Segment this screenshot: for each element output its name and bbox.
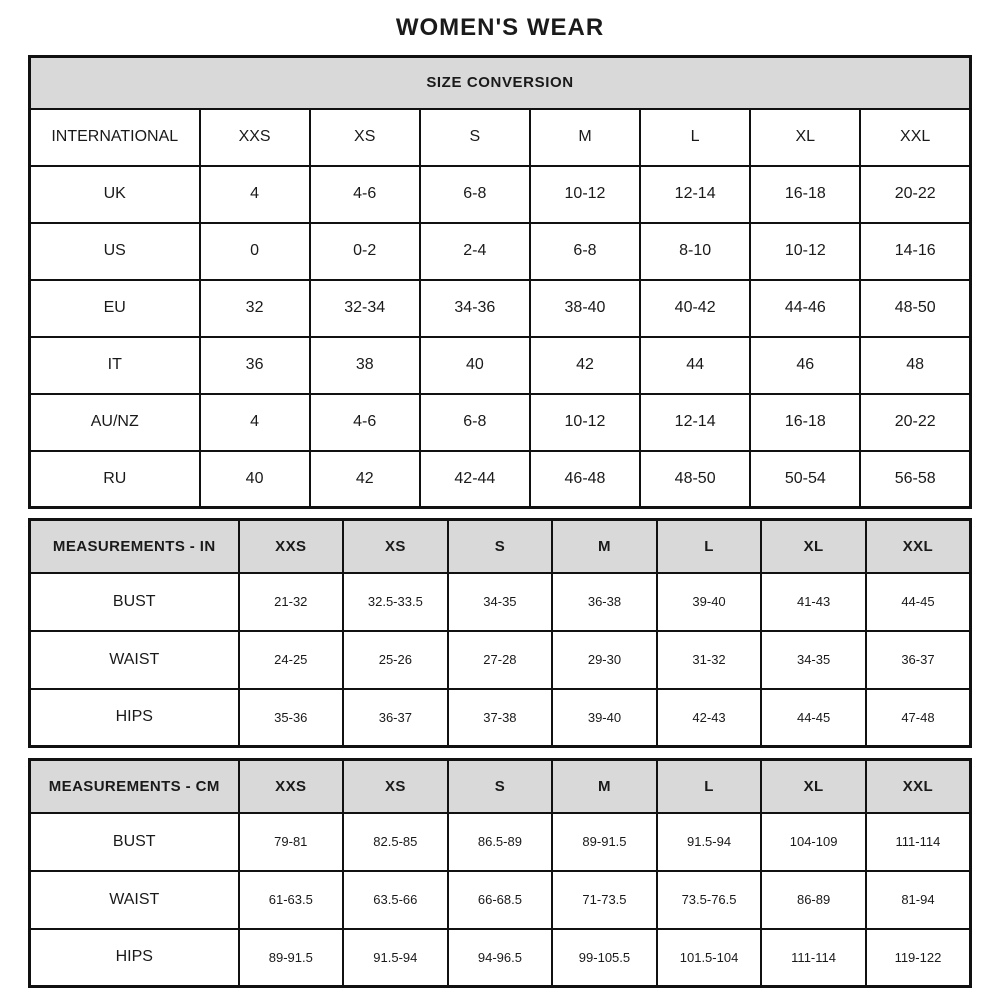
table-row: [30, 337, 971, 394]
page-title: WOMEN'S WEAR: [395, 14, 605, 41]
cell-value: 36-38: [552, 573, 657, 631]
cell-value: 34-35: [761, 631, 866, 689]
cell-value: 20-22: [860, 166, 970, 223]
size-header: XL: [761, 760, 866, 813]
cell-value: 71-73.5: [552, 871, 657, 929]
cell-value: 42-43: [657, 689, 762, 747]
cell-value: 32-34: [310, 280, 420, 337]
row-label: INTERNATIONAL: [30, 109, 200, 166]
size-header: S: [448, 760, 553, 813]
cell-value: 119-122: [866, 929, 971, 987]
table-row: [30, 631, 971, 689]
cell-value: L: [640, 109, 750, 166]
cell-value: 89-91.5: [552, 813, 657, 871]
cell-value: 6-8: [420, 394, 530, 451]
measurements-in-title: MEASUREMENTS - IN: [30, 520, 239, 573]
size-conversion-table: [28, 55, 972, 509]
cell-value: 73.5-76.5: [657, 871, 762, 929]
size-header: M: [552, 760, 657, 813]
cell-value: 4-6: [310, 166, 420, 223]
measurements-cm-title: MEASUREMENTS - CM: [30, 760, 239, 813]
cell-value: 48: [860, 337, 970, 394]
cell-value: 6-8: [420, 166, 530, 223]
table-row: [30, 871, 971, 929]
cell-value: 50-54: [750, 451, 860, 508]
cell-value: 89-91.5: [239, 929, 344, 987]
cell-value: 86-89: [761, 871, 866, 929]
cell-value: XS: [310, 109, 420, 166]
cell-value: S: [420, 109, 530, 166]
size-conversion-body: [30, 109, 971, 508]
cell-value: 42-44: [420, 451, 530, 508]
cell-value: 10-12: [750, 223, 860, 280]
cell-value: 39-40: [552, 689, 657, 747]
row-label: US: [30, 223, 200, 280]
cell-value: 101.5-104: [657, 929, 762, 987]
cell-value: 86.5-89: [448, 813, 553, 871]
cell-value: XXS: [200, 109, 310, 166]
cell-value: 40-42: [640, 280, 750, 337]
size-conversion-title: SIZE CONVERSION: [30, 57, 971, 109]
cell-value: 16-18: [750, 166, 860, 223]
row-label: IT: [30, 337, 200, 394]
cell-value: 4-6: [310, 394, 420, 451]
measurements-cm-table: [28, 758, 972, 988]
cell-value: 41-43: [761, 573, 866, 631]
cell-value: 44-45: [866, 573, 971, 631]
cell-value: 21-32: [239, 573, 344, 631]
cell-value: 46-48: [530, 451, 640, 508]
cell-value: 79-81: [239, 813, 344, 871]
size-header: XXL: [866, 760, 971, 813]
cell-value: 48-50: [640, 451, 750, 508]
table-caption-row: [30, 57, 971, 109]
cell-value: 20-22: [860, 394, 970, 451]
cell-value: 0-2: [310, 223, 420, 280]
cell-value: 32: [200, 280, 310, 337]
row-label: HIPS: [30, 689, 239, 747]
cell-value: 48-50: [860, 280, 970, 337]
row-label: AU/NZ: [30, 394, 200, 451]
cell-value: 91.5-94: [657, 813, 762, 871]
cell-value: 31-32: [657, 631, 762, 689]
cell-value: 44-46: [750, 280, 860, 337]
cell-value: 38: [310, 337, 420, 394]
cell-value: 2-4: [420, 223, 530, 280]
cell-value: 27-28: [448, 631, 553, 689]
size-header: XS: [343, 760, 448, 813]
table-row: [30, 573, 971, 631]
cell-value: 12-14: [640, 394, 750, 451]
cell-value: 82.5-85: [343, 813, 448, 871]
table-row: [30, 280, 971, 337]
cell-value: 44: [640, 337, 750, 394]
row-label: EU: [30, 280, 200, 337]
cell-value: 111-114: [761, 929, 866, 987]
cell-value: 14-16: [860, 223, 970, 280]
cell-value: 66-68.5: [448, 871, 553, 929]
cell-value: 0: [200, 223, 310, 280]
size-header: XXL: [866, 520, 971, 573]
row-label: UK: [30, 166, 200, 223]
table-row: [30, 451, 971, 508]
cell-value: 38-40: [530, 280, 640, 337]
cell-value: 63.5-66: [343, 871, 448, 929]
cell-value: 37-38: [448, 689, 553, 747]
measurements-in-body: [30, 573, 971, 747]
table-row: [30, 394, 971, 451]
cell-value: 40: [420, 337, 530, 394]
cell-value: XL: [750, 109, 860, 166]
size-header: L: [657, 760, 762, 813]
cell-value: 61-63.5: [239, 871, 344, 929]
cell-value: 10-12: [530, 394, 640, 451]
cell-value: 8-10: [640, 223, 750, 280]
cell-value: 25-26: [343, 631, 448, 689]
cell-value: 44-45: [761, 689, 866, 747]
cell-value: 32.5-33.5: [343, 573, 448, 631]
table-row: [30, 166, 971, 223]
row-label: BUST: [30, 813, 239, 871]
cell-value: 16-18: [750, 394, 860, 451]
row-label: RU: [30, 451, 200, 508]
measurements-cm-body: [30, 813, 971, 987]
measurements-in-table: [28, 518, 972, 748]
cell-value: 6-8: [530, 223, 640, 280]
cell-value: 4: [200, 166, 310, 223]
cell-value: 39-40: [657, 573, 762, 631]
size-header: XS: [343, 520, 448, 573]
cell-value: 56-58: [860, 451, 970, 508]
table-row: [30, 109, 971, 166]
cell-value: 36-37: [866, 631, 971, 689]
table-row: [30, 223, 971, 280]
size-header: S: [448, 520, 553, 573]
cell-value: M: [530, 109, 640, 166]
table-row: [30, 813, 971, 871]
row-label: WAIST: [30, 631, 239, 689]
cell-value: 42: [310, 451, 420, 508]
cell-value: 4: [200, 394, 310, 451]
size-header: XL: [761, 520, 866, 573]
cell-value: 34-35: [448, 573, 553, 631]
cell-value: 81-94: [866, 871, 971, 929]
cell-value: 24-25: [239, 631, 344, 689]
cell-value: 47-48: [866, 689, 971, 747]
size-header: M: [552, 520, 657, 573]
cell-value: 111-114: [866, 813, 971, 871]
size-header: XXS: [239, 520, 344, 573]
cell-value: 42: [530, 337, 640, 394]
table-header-row: [30, 520, 971, 573]
size-header: L: [657, 520, 762, 573]
table-header-row: [30, 760, 971, 813]
row-label: BUST: [30, 573, 239, 631]
cell-value: 104-109: [761, 813, 866, 871]
cell-value: 35-36: [239, 689, 344, 747]
cell-value: 94-96.5: [448, 929, 553, 987]
cell-value: 34-36: [420, 280, 530, 337]
size-header: XXS: [239, 760, 344, 813]
cell-value: 12-14: [640, 166, 750, 223]
cell-value: 91.5-94: [343, 929, 448, 987]
cell-value: 10-12: [530, 166, 640, 223]
cell-value: 36: [200, 337, 310, 394]
table-row: [30, 929, 971, 987]
cell-value: 99-105.5: [552, 929, 657, 987]
row-label: WAIST: [30, 871, 239, 929]
table-row: [30, 689, 971, 747]
cell-value: 46: [750, 337, 860, 394]
cell-value: 29-30: [552, 631, 657, 689]
cell-value: 40: [200, 451, 310, 508]
cell-value: XXL: [860, 109, 970, 166]
row-label: HIPS: [30, 929, 239, 987]
cell-value: 36-37: [343, 689, 448, 747]
